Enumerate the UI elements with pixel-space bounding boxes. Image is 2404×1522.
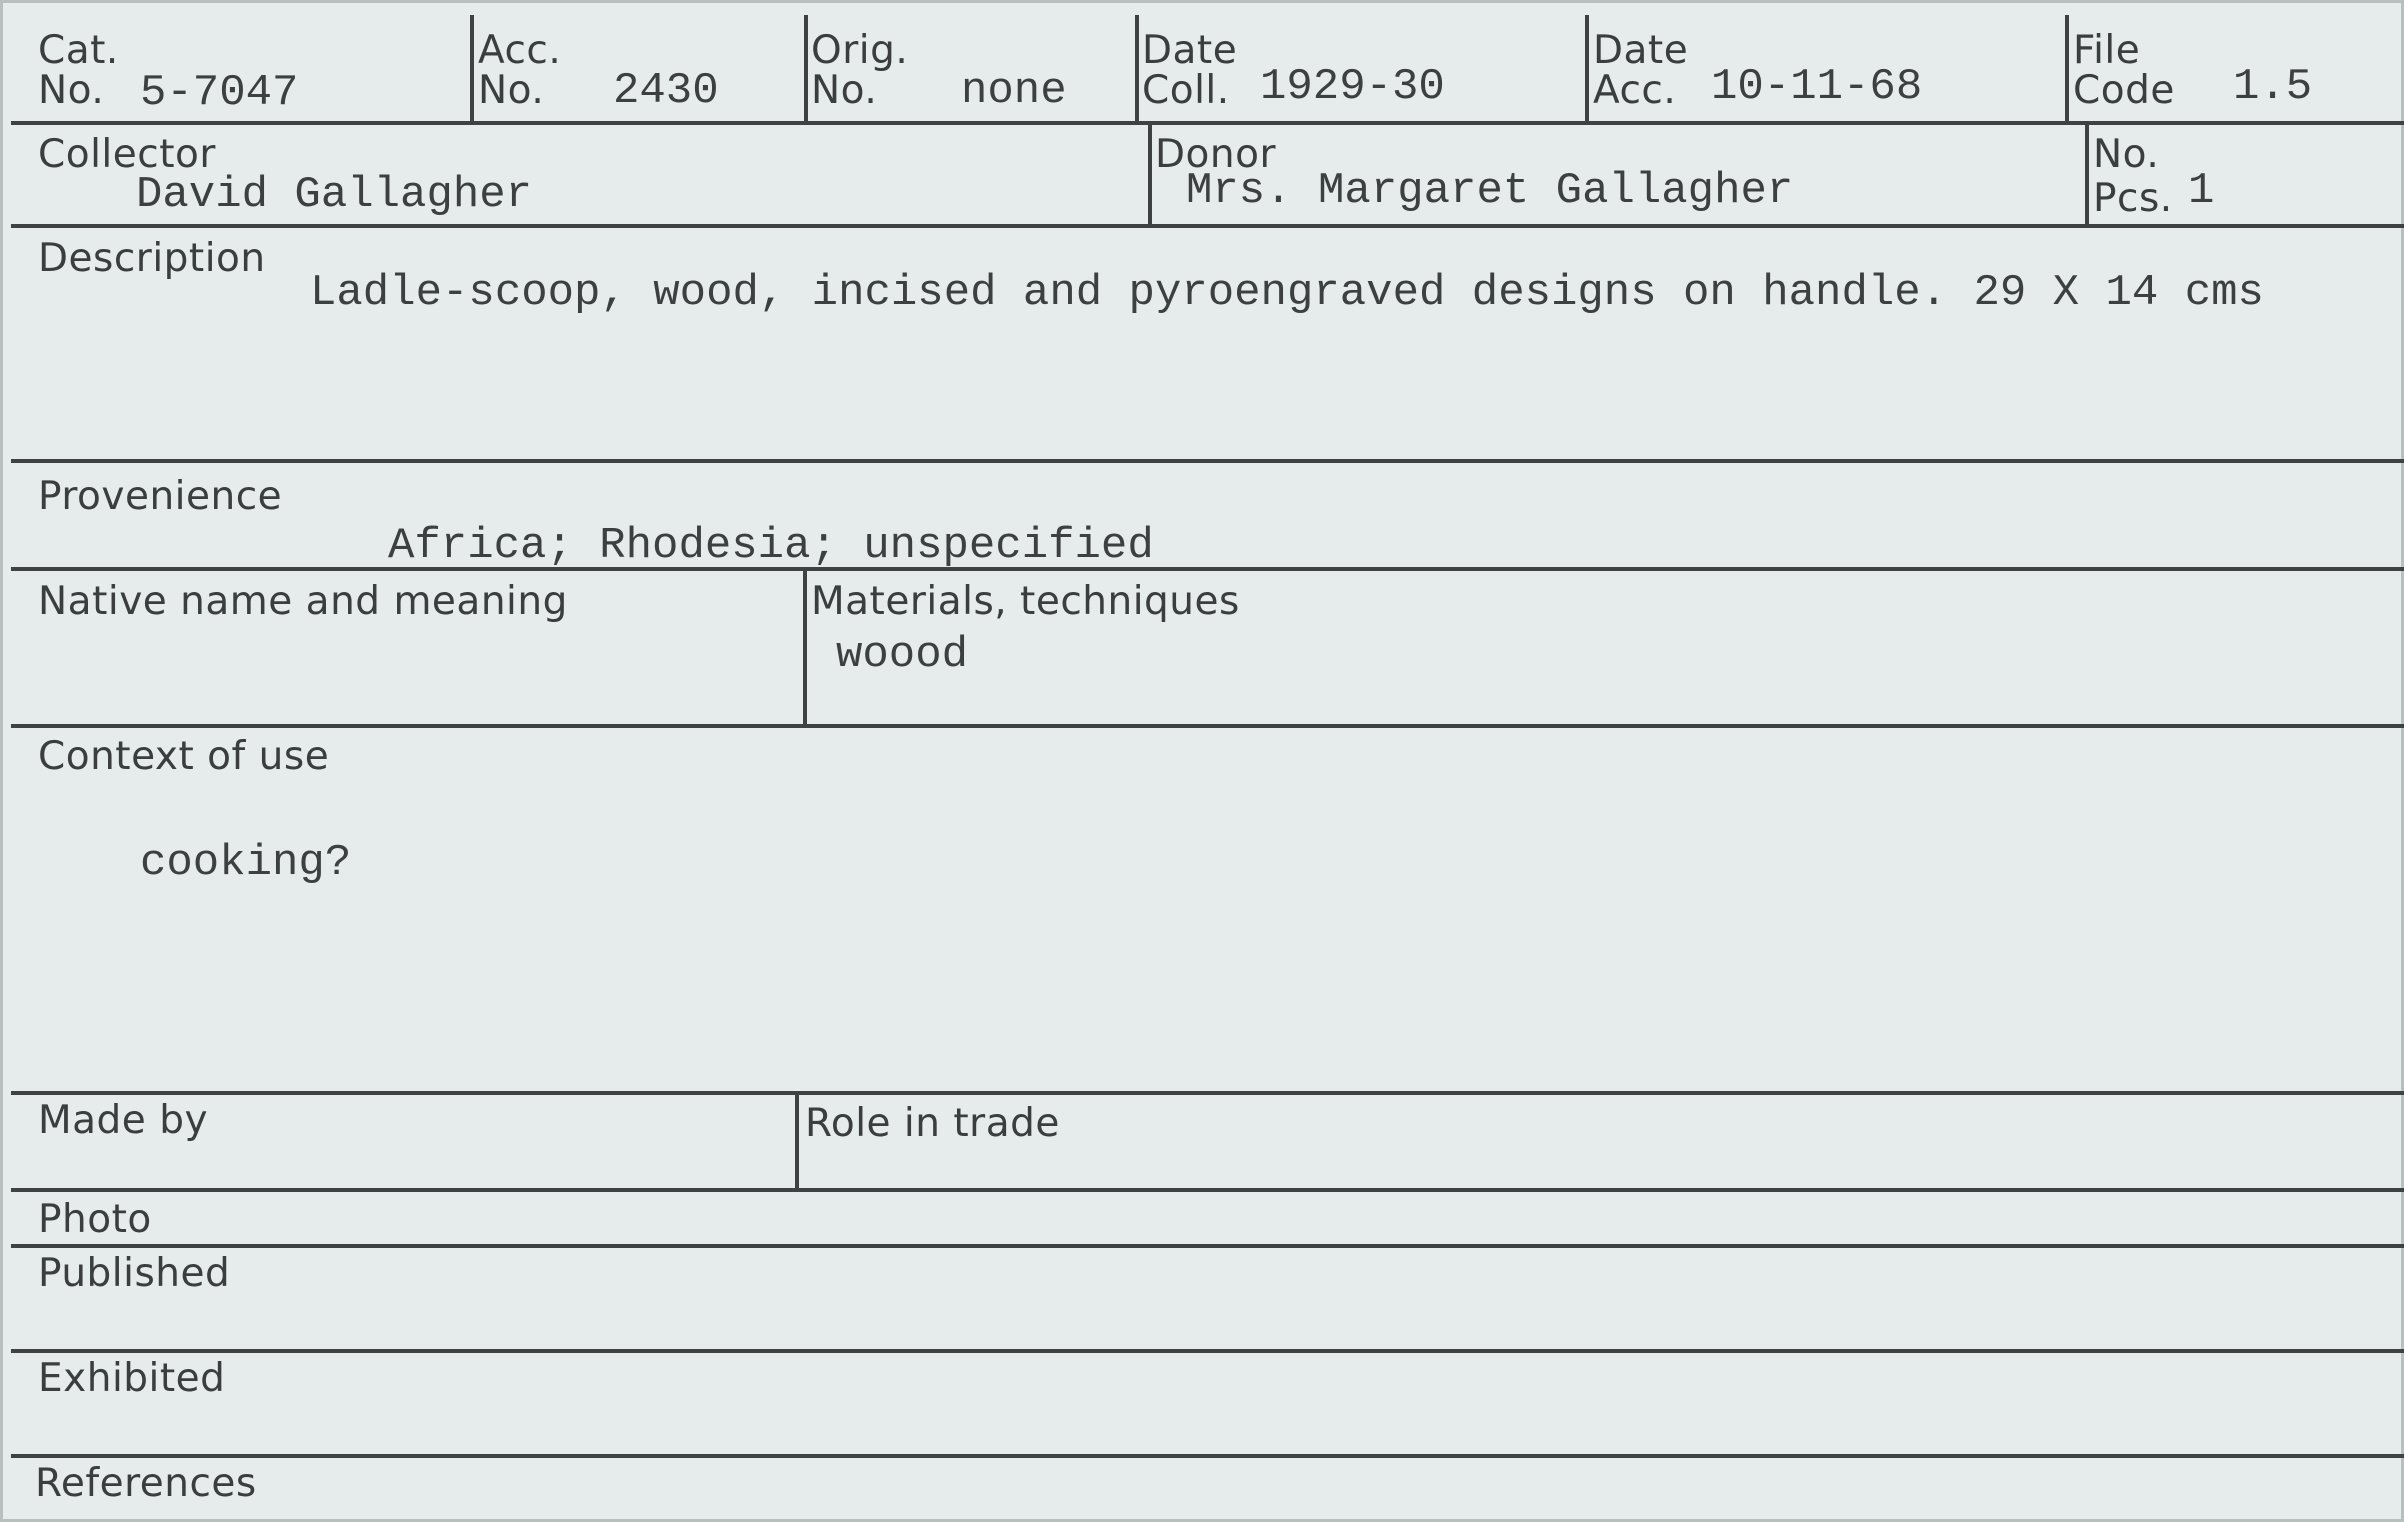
cat-label: Cat. (38, 28, 119, 73)
file-code: 1.5 (2233, 62, 2313, 112)
rule-v-donor-pcs (2085, 125, 2089, 224)
materials-text: woood (836, 630, 969, 680)
cat-number: 5-7047 (140, 68, 299, 118)
orig-no-label: No. (811, 68, 878, 113)
donor-name: Mrs. Margaret Gallagher (1186, 166, 1794, 216)
pieces-pcs-label: Pcs. (2093, 176, 2173, 221)
rule-collector-bottom (11, 224, 2404, 228)
rule-v-native-materials (803, 567, 807, 724)
exhibited-label: Exhibited (38, 1356, 226, 1401)
rule-v-orig-datecoll (1135, 15, 1139, 121)
collector-name: David Gallagher (136, 170, 533, 220)
date-acc-sublabel: Acc. (1593, 68, 1677, 113)
date-coll-label: Date (1142, 28, 1238, 73)
rule-v-madeby-role (795, 1091, 799, 1188)
rule-context-bottom (11, 1091, 2404, 1095)
file-label: File (2073, 28, 2141, 73)
role-in-trade-label: Role in trade (805, 1101, 1060, 1146)
date-acc-label: Date (1593, 28, 1689, 73)
rule-v-cat-acc (470, 15, 474, 121)
provenience-text: Africa; Rhodesia; unspecified (388, 521, 1154, 571)
context-label: Context of use (38, 734, 330, 779)
date-coll-sublabel: Coll. (1142, 68, 1230, 113)
rule-materials-bottom (11, 724, 2404, 728)
published-label: Published (38, 1251, 231, 1296)
date-collected: 1929-30 (1260, 62, 1445, 112)
donor-label: Donor (1155, 132, 1277, 177)
materials-label: Materials, techniques (811, 579, 1240, 624)
rule-v-collector-donor (1148, 125, 1152, 224)
references-label: References (35, 1461, 257, 1506)
date-accessioned: 10-11-68 (1711, 62, 1923, 112)
acc-label: Acc. (478, 28, 562, 73)
pieces-label: No. (2093, 132, 2160, 177)
acc-no-label: No. (478, 68, 545, 113)
file-code-label: Code (2073, 68, 2175, 113)
rule-exhibited-bottom (11, 1454, 2404, 1458)
pieces-count: 1 (2188, 166, 2215, 216)
description-label: Description (38, 236, 266, 281)
collector-label: Collector (38, 132, 216, 177)
rule-description-bottom (11, 459, 2404, 463)
rule-v-acc-orig (804, 15, 808, 121)
photo-label: Photo (38, 1197, 152, 1242)
made-by-label: Made by (38, 1098, 209, 1143)
orig-number: none (961, 66, 1067, 116)
orig-label: Orig. (811, 28, 909, 73)
rule-header-bottom (11, 121, 2404, 125)
acc-number: 2430 (613, 66, 719, 116)
context-text: cooking? (140, 838, 352, 888)
rule-v-datecoll-dateacc (1585, 15, 1589, 121)
rule-photo-bottom (11, 1244, 2404, 1248)
rule-madeby-bottom (11, 1188, 2404, 1192)
description-text: Ladle-scoop, wood, incised and pyroengraved designs on handle. 29 X 14 cms (310, 268, 2264, 318)
provenience-label: Provenience (38, 474, 283, 519)
native-name-label: Native name and meaning (38, 579, 568, 624)
rule-published-bottom (11, 1349, 2404, 1353)
rule-provenience-bottom (11, 567, 2404, 571)
cat-no-label: No. (38, 68, 105, 113)
rule-v-dateacc-file (2065, 15, 2069, 121)
